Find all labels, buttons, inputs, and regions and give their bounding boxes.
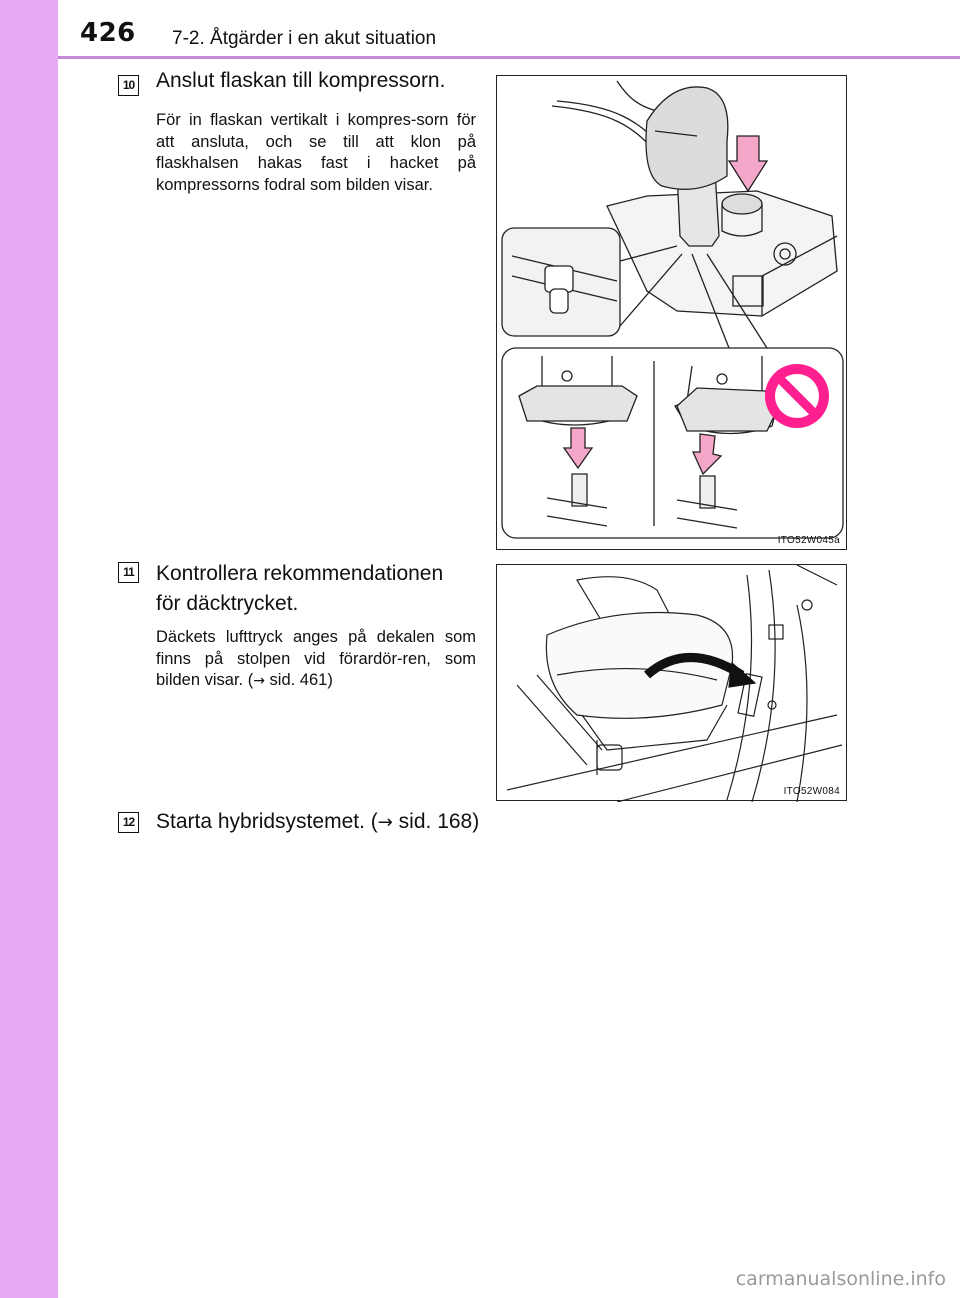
header-rule bbox=[58, 56, 960, 59]
watermark: carmanualsonline.info bbox=[735, 1268, 946, 1290]
step-title-text: Starta hybridsystemet. ( bbox=[156, 810, 378, 833]
page-number: 426 bbox=[80, 18, 136, 48]
step-description: För in flaskan vertikalt i kompres-sorn för att ansluta, och se till att klon på flaskhalsen hakas fast i hacket på kompressorns fodral som bilden visar. bbox=[156, 111, 476, 194]
section-title: 7-2. Åtgärder i en akut situation bbox=[172, 28, 437, 49]
see-page-arrow-icon: → bbox=[377, 812, 393, 833]
step-title bbox=[156, 806, 479, 838]
figure-code: ITO52W045a bbox=[777, 535, 840, 546]
door-pillar-label-illustration bbox=[496, 564, 847, 801]
seat-and-door-drawing bbox=[497, 565, 848, 802]
section-tab-band bbox=[0, 0, 58, 1298]
step-number-badge: 11 bbox=[118, 562, 139, 583]
step-description bbox=[156, 627, 476, 693]
compressor-bottle-illustration bbox=[496, 75, 847, 550]
compressor-bottle-drawing bbox=[497, 76, 848, 551]
page-reference[interactable]: sid. 168) bbox=[392, 810, 480, 833]
step-title: Anslut flaskan till kompressorn. bbox=[156, 69, 446, 92]
step-number-badge: 12 bbox=[118, 812, 139, 833]
figure-code: ITO52W084 bbox=[783, 786, 840, 797]
step-number-badge: 10 bbox=[118, 75, 139, 96]
page-reference[interactable]: sid. 461) bbox=[264, 671, 333, 689]
step-title-line-1: Kontrollera rekommendationen bbox=[156, 562, 444, 585]
see-page-arrow-icon: → bbox=[253, 673, 265, 689]
step-title-line-2: för däcktrycket. bbox=[156, 592, 299, 615]
step-description-text: Däckets lufttryck anges på dekalen som finns på stolpen vid förardör-ren, som bilden visar. ( bbox=[156, 628, 476, 689]
